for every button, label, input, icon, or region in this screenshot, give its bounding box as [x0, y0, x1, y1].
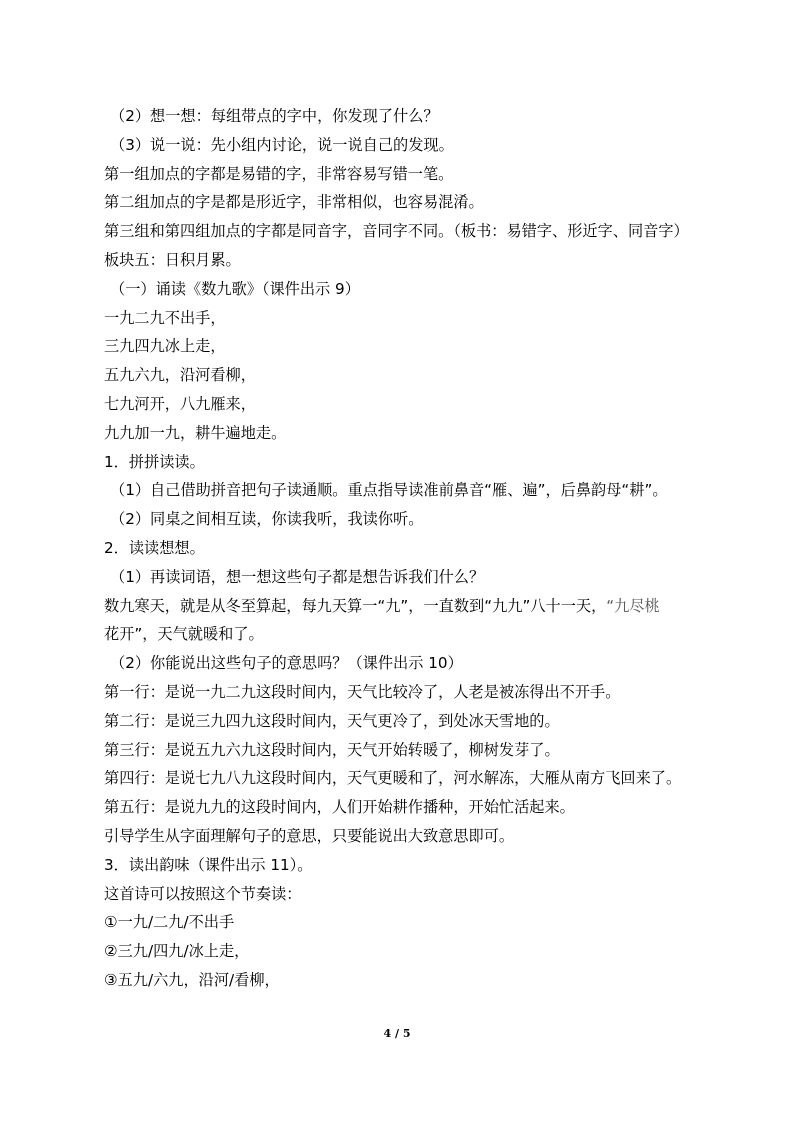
paragraph-text: 数九寒天，就是从冬至算起，每九天算一“九”，一直数到“九九”八十一天，: [104, 596, 607, 615]
poem-line: 五九六九，沿河看柳，: [104, 366, 256, 385]
paragraph-line: （3）说一说：先小组内讨论，说一说自己的发现。: [110, 135, 454, 154]
gray-text: “九尽桃: [606, 596, 660, 615]
paragraph-line: （2）同桌之间相互读，你读我听，我读你听。: [110, 510, 424, 529]
paragraph-line: 第一行：是说一九二九这段时间内，天气比较冷了，人老是被冻得出不开手。: [104, 682, 621, 701]
page-number: 4 / 5: [383, 1027, 411, 1040]
rhythm-line: ①一九/二九/不出手: [104, 913, 235, 932]
poem-line: 一九二九不出手，: [104, 308, 226, 327]
step-heading: 3．读出韵味（课件出示 11）。: [104, 855, 313, 874]
paragraph-line: 第三行：是说五九六九这段时间内，天气开始转暖了，柳树发芽了。: [104, 740, 560, 759]
paragraph-line: 花开”，天气就暖和了。: [104, 625, 264, 644]
paragraph-line: （1）再读词语，想一想这些句子都是想告诉我们什么？: [110, 567, 485, 586]
paragraph-line: （1）自己借助拼音把句子读通顺。重点指导读准前鼻音“雁、遍”，后鼻韵母“耕”。: [110, 481, 668, 500]
document-body: [104, 102, 724, 995]
paragraph-line: 第二组加点的字是都是形近字，非常相似，也容易混淆。: [104, 193, 484, 212]
step-heading: 2．读读想想。: [104, 538, 205, 557]
paragraph-line: 第一组加点的字都是易错的字，非常容易写错一笔。: [104, 164, 454, 183]
rhythm-line: ③五九/六九，沿河/看柳，: [104, 970, 280, 989]
paragraph-line: 第三组和第四组加点的字都是同音字，音同字不同。（板书：易错字、形近字、同音字）: [104, 222, 689, 241]
paragraph-line: 第五行：是说九九的这段时间内，人们开始耕作播种，开始忙活起来。: [104, 798, 575, 817]
paragraph-line: 第四行：是说七九八九这段时间内，天气更暖和了，河水解冻，大雁从南方飞回来了。: [104, 769, 682, 788]
poem-line: 七九河开，八九雁来，: [104, 394, 256, 413]
subsection-heading: （一）诵读《数九歌》（课件出示 9）: [110, 279, 360, 298]
paragraph-line: （2）想一想：每组带点的字中，你发现了什么？: [110, 107, 439, 125]
rhythm-line: ②三九/四九/冰上走，: [104, 942, 250, 961]
section-heading: 板块五：日积月累。: [104, 250, 241, 269]
poem-line: 三九四九冰上走，: [104, 337, 226, 356]
poem-line: 九九加一九，耕牛遍地走。: [104, 423, 287, 442]
paragraph-line: 第二行：是说三九四九这段时间内，天气更冷了，到处冰天雪地的。: [104, 711, 560, 730]
paragraph-line: 引导学生从字面理解句子的意思，只要能说出大致意思即可。: [104, 826, 515, 845]
step-heading: 1．拼拼读读。: [104, 452, 205, 471]
paragraph-line: [104, 592, 724, 621]
paragraph-line: （2）你能说出这些句子的意思吗？（课件出示 10）: [110, 654, 463, 673]
paragraph-line: 这首诗可以按照这个节奏读：: [104, 884, 302, 903]
